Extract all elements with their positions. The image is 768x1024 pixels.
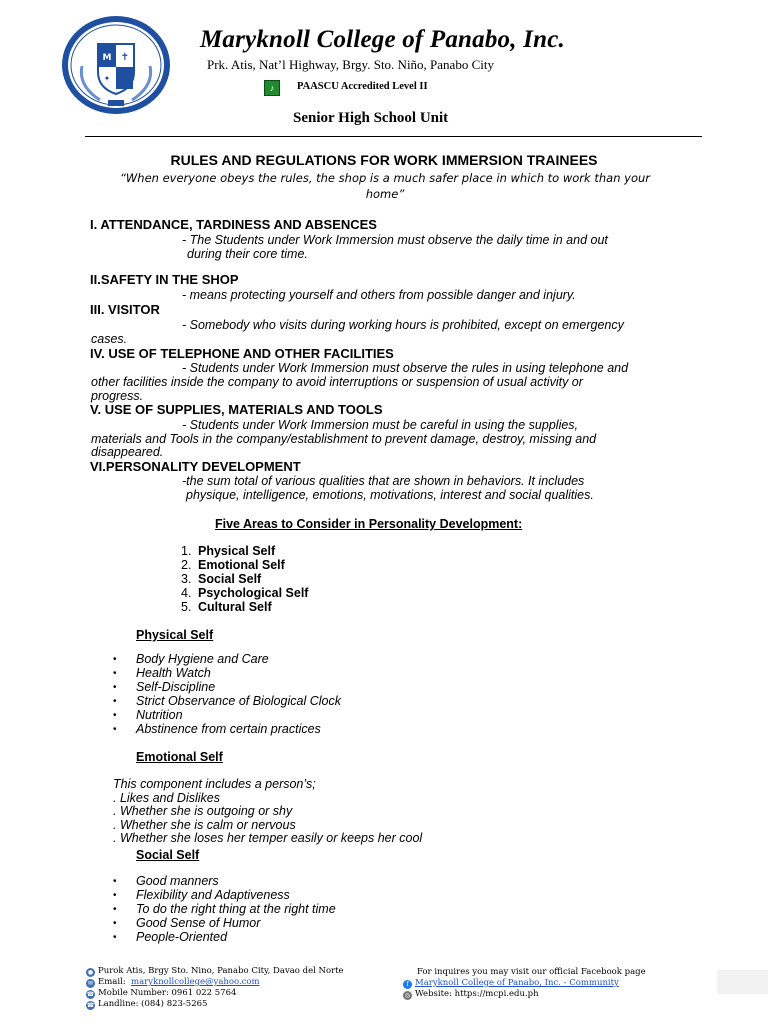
- email-icon: ✉: [87, 980, 94, 987]
- section-text: cases.: [91, 332, 128, 346]
- footer-email-row: [86, 977, 344, 988]
- text-line: . Whether she is outgoing or shy: [113, 804, 293, 819]
- header-divider: [85, 136, 702, 137]
- section-text: physique, intelligence, emotions, motivations, interest and social qualities.: [186, 488, 594, 502]
- list-item: [181, 573, 308, 587]
- list-item: [113, 889, 336, 903]
- five-areas-list: [181, 545, 308, 615]
- list-label: People-Oriented: [136, 929, 228, 944]
- bullet: •: [113, 876, 117, 887]
- section-heading-visitor: III. VISITOR: [90, 302, 160, 317]
- list-label: Abstinence from certain practices: [136, 721, 321, 736]
- text-line: . Likes and Dislikes: [113, 790, 220, 805]
- section-text: - The Students under Work Immersion must observe the daily time in and out: [182, 233, 608, 247]
- facebook-icon: f: [403, 980, 412, 989]
- section-heading-supplies: V. USE OF SUPPLIES, MATERIALS AND TOOLS: [90, 402, 383, 417]
- section-text: - Students under Work Immersion must observe the rules in using telephone and: [182, 361, 629, 375]
- section-heading-telephone: IV. USE OF TELEPHONE AND OTHER FACILITIES: [90, 346, 394, 361]
- footer-landline: Landline: (084) 823-5265: [98, 999, 208, 1009]
- list-item: [113, 917, 336, 931]
- bullet: •: [113, 681, 117, 693]
- five-areas-heading: Five Areas to Consider in Personality Development:: [215, 517, 523, 531]
- list-label: Good Sense of Humor: [136, 915, 261, 930]
- footer-facebook-row: [403, 978, 646, 989]
- section-text: - Somebody who visits during working hours is prohibited, except on emergency: [182, 318, 624, 332]
- text-line: . Whether she is calm or nervous: [113, 817, 296, 832]
- emotional-self-text: [113, 778, 422, 846]
- list-item: [181, 601, 308, 615]
- section-text: other facilities inside the company to avoid interruptions or suspension of usual activity or: [91, 375, 583, 389]
- footer-website-row: [403, 989, 646, 1000]
- quote-line: home”: [365, 187, 405, 201]
- social-self-heading: [136, 848, 199, 862]
- physical-self-list: [113, 653, 341, 736]
- bullet: •: [113, 667, 117, 679]
- list-label: Psychological Self: [198, 585, 309, 600]
- footer-mobile-row: [86, 988, 344, 999]
- footer-email-link[interactable]: maryknollcollege@yahoo.com: [131, 977, 260, 987]
- list-label: Health Watch: [136, 665, 211, 680]
- list-label: Emotional Self: [198, 557, 285, 572]
- footer-facebook-link[interactable]: Maryknoll College of Panabo, Inc. - Community: [415, 977, 619, 988]
- physical-self-heading: Physical Self: [136, 628, 214, 642]
- footer-address-row: [86, 966, 344, 977]
- section-heading-personality: VI.PERSONALITY DEVELOPMENT: [90, 459, 301, 474]
- bullet: •: [113, 709, 117, 721]
- list-item: [113, 931, 336, 945]
- section-text: progress.: [91, 389, 144, 403]
- social-self-heading-text: Social Self: [136, 848, 200, 862]
- section-text: disappeared.: [91, 445, 164, 459]
- list-label: Self-Discipline: [136, 679, 216, 694]
- college-logo: [60, 14, 172, 116]
- list-number: 4.: [181, 585, 192, 600]
- phone-icon: ☎: [86, 991, 95, 998]
- bullet: •: [113, 931, 117, 943]
- document-title: RULES AND REGULATIONS FOR WORK IMMERSION TRAINEES: [170, 152, 598, 168]
- emotional-self-heading: Emotional Self: [136, 750, 223, 764]
- globe-icon: ◎: [404, 991, 411, 999]
- list-number: 3.: [181, 571, 192, 586]
- list-label: Nutrition: [136, 707, 183, 722]
- section-heading-attendance: I. ATTENDANCE, TARDINESS AND ABSENCES: [90, 217, 377, 232]
- list-item: [113, 695, 341, 709]
- list-item: [113, 903, 336, 917]
- list-label: To do the right thing at the right time: [136, 901, 336, 916]
- college-address: Prk. Atis, Nat’l Highway, Brgy. Sto. Niño, Panabo City: [207, 57, 494, 72]
- svg-text:✦: ✦: [103, 74, 111, 83]
- quote-line: “When everyone obeys the rules, the shop is a much safer place in which to work than your: [119, 171, 651, 185]
- list-label: Strict Observance of Biological Clock: [136, 693, 341, 708]
- list-label: Body Hygiene and Care: [136, 652, 269, 666]
- list-number: 5.: [181, 599, 192, 614]
- footer-address: Purok Atis, Brgy Sto. Nino, Panabo City, Davao del Norte: [98, 966, 344, 976]
- list-item: [113, 667, 341, 681]
- list-number: 2.: [181, 557, 192, 572]
- list-label: Good manners: [136, 874, 219, 888]
- section-text: -the sum total of various qualities that are shown in behaviors. It includes: [182, 474, 585, 488]
- section-text: - Students under Work Immersion must be careful in using the supplies,: [182, 418, 579, 432]
- section-text: - means protecting yourself and others from possible danger and injury.: [182, 288, 576, 302]
- list-item: [113, 723, 341, 737]
- social-self-list: [113, 875, 336, 945]
- footer-landline-row: [86, 999, 344, 1010]
- bullet: •: [113, 723, 117, 735]
- unit-name: Senior High School Unit: [293, 110, 449, 126]
- svg-text:M: M: [102, 53, 112, 63]
- list-label: Cultural Self: [198, 599, 272, 614]
- footer-website: Website: https://mcpi.edu.ph: [415, 988, 539, 999]
- list-item: [181, 545, 308, 559]
- list-item: [181, 587, 308, 601]
- list-label: Physical Self: [198, 544, 276, 558]
- bullet: •: [113, 917, 117, 929]
- accreditation-text: PAASCU Accredited Level II: [297, 81, 428, 92]
- phone-icon: ☎: [86, 1002, 95, 1009]
- list-item: [113, 653, 341, 667]
- footer-social: [403, 967, 646, 1000]
- paascu-badge-icon: ♪: [264, 80, 280, 96]
- list-item: [113, 709, 341, 723]
- footer-mobile: Mobile Number: 0961 022 5764: [98, 988, 237, 998]
- list-item: [113, 681, 341, 695]
- section-heading-safety: II.SAFETY IN THE SHOP: [90, 272, 239, 287]
- footer-inquiry: For inquires you may visit our official Facebook page: [417, 967, 646, 977]
- location-icon: ●: [87, 969, 94, 976]
- list-label: Social Self: [198, 571, 262, 586]
- text-line: This component includes a person’s;: [113, 777, 316, 791]
- list-label: Flexibility and Adaptiveness: [136, 887, 290, 902]
- bullet: •: [113, 695, 117, 707]
- list-item: [181, 559, 308, 573]
- section-text: during their core time.: [187, 247, 308, 261]
- list-item: [113, 875, 336, 889]
- list-number: 1.: [181, 544, 192, 558]
- bullet: •: [113, 889, 117, 901]
- footer-contact: [86, 966, 344, 1010]
- page-corner-box: [717, 970, 768, 994]
- bullet: •: [113, 903, 117, 915]
- footer-email-label: Email:: [98, 977, 126, 987]
- college-name: Maryknoll College of Panabo, Inc.: [200, 26, 565, 53]
- text-line: . Whether she loses her temper easily or keeps her cool: [113, 831, 423, 846]
- bullet: •: [113, 654, 117, 665]
- section-text: materials and Tools in the company/establishment to prevent damage, destroy, missing and: [91, 432, 597, 446]
- document-quote: [100, 170, 670, 202]
- svg-text:✝: ✝: [120, 52, 130, 63]
